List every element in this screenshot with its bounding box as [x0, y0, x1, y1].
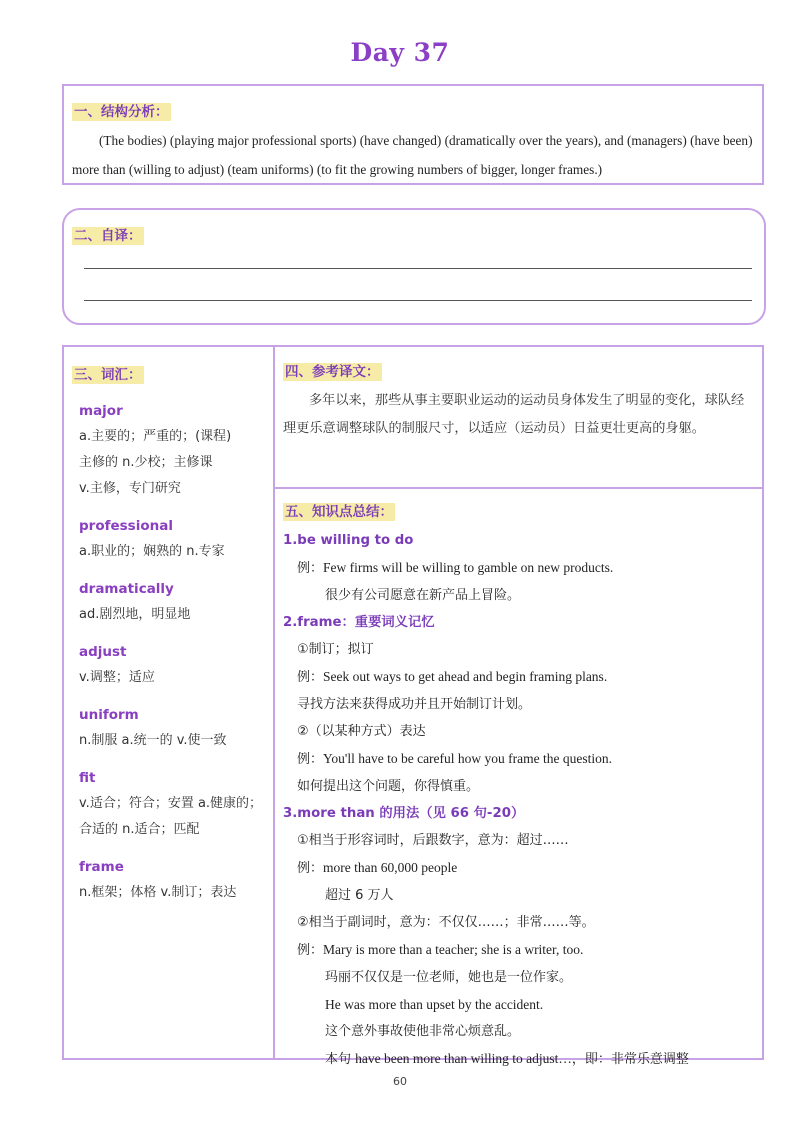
vocab-entry [79, 576, 269, 628]
meaning-line: ①相当于形容词时，后跟数字，意为：超过…… [297, 833, 569, 848]
summary-heading: 五、知识点总结： [285, 504, 393, 520]
writing-line [84, 300, 752, 301]
example-line: 例：more than 60,000 people [297, 860, 458, 876]
example-translation: 这个意外事故使他非常心烦意乱。 [325, 1024, 521, 1039]
point-title: 1.be willing to do [283, 533, 414, 548]
example-translation: 很少有公司愿意在新产品上冒险。 [325, 588, 521, 603]
vocab-entry [79, 398, 269, 502]
note-line: 本句 have been more than willing to adjust…，即：非常乐意调整 [325, 1051, 689, 1067]
vocab-heading: 三、词汇： [74, 367, 142, 383]
example-translation: 寻找方法来获得成功并且开始制订计划。 [297, 697, 532, 712]
definition-line: a.职业的；娴熟的 n.专家 [79, 544, 225, 559]
definition-line: n.框架；体格 v.制订；表达 [79, 885, 237, 900]
vocab-entry [79, 854, 269, 906]
vocab-entry [79, 639, 269, 691]
structure-text: (The bodies) (playing major professional sports) (have changed) (dramatically over the years), and (managers) (have been) more than (willing to adjust) (team uniforms) (to fit the growing numbers of bigger, longer frames.) [72, 133, 753, 177]
vocab-word: uniform [79, 707, 139, 723]
vocab-definition [79, 602, 269, 628]
example-translation: 玛丽不仅仅是一位老师，她也是一位作家。 [325, 970, 573, 985]
vocab-definition [79, 791, 269, 843]
structure-heading: 一、结构分析： [74, 104, 169, 120]
example-line: 例：Mary is more than a teacher; she is a writer, too. [297, 942, 584, 958]
self-translation-heading: 二、自译： [74, 228, 142, 244]
example-translation: 如何提出这个问题，你得慎重。 [297, 779, 480, 794]
example-line: 例：You'll have to be careful how you frame the question. [297, 751, 613, 767]
vocab-word: major [79, 403, 123, 419]
meaning-line: ①制订；拟订 [297, 642, 374, 657]
column-divider [273, 347, 275, 1058]
vocab-word: dramatically [79, 581, 174, 597]
point-title: 3.more than 的用法（见 66 句-20） [283, 806, 525, 821]
vocab-word: adjust [79, 644, 127, 660]
summary-body [283, 527, 759, 1073]
reference-translation-heading: 四、参考译文： [285, 364, 380, 380]
vocab-entry [79, 702, 269, 754]
vocab-definition [79, 424, 269, 502]
self-translation-box [62, 208, 766, 325]
definition-line: v.调整；适应 [79, 670, 155, 685]
definition-line: 合适的 n.适合；匹配 [79, 822, 200, 837]
vocab-entry [79, 513, 269, 565]
point-title: 2.frame：重要词义记忆 [283, 615, 435, 630]
content-grid [62, 345, 764, 1067]
vocab-word: frame [79, 859, 124, 875]
vocab-word: professional [79, 518, 173, 534]
meaning-line: ②（以某种方式）表达 [297, 724, 426, 739]
definition-line: n.制服 a.统一的 v.使一致 [79, 733, 227, 748]
example-line: 例：Seek out ways to get ahead and begin framing plans. [297, 669, 608, 685]
row-divider [275, 487, 762, 489]
definition-line: v.主修，专门研究 [79, 481, 181, 496]
vocab-list [79, 398, 269, 917]
vocab-word: fit [79, 770, 96, 786]
example-translation: 超过 6 万人 [325, 888, 394, 903]
definition-line: a.主要的；严重的；(课程) [79, 429, 232, 444]
page-title: Day 37 [350, 38, 450, 67]
reference-translation-text: 多年以来，那些从事主要职业运动的运动员身体发生了明显的变化，球队经理更乐意调整球队的制服尺寸，以适应（运动员）日益更壮更高的身躯。 [283, 393, 745, 436]
definition-line: ad.剧烈地，明显地 [79, 607, 191, 622]
vocab-entry [79, 765, 269, 843]
vocab-definition [79, 880, 269, 906]
vocab-definition [79, 728, 269, 754]
page-number: 60 [393, 1075, 407, 1088]
structure-analysis-box [62, 84, 764, 185]
meaning-line: ②相当于副词时，意为：不仅仅……；非常……等。 [297, 915, 595, 930]
writing-line [84, 268, 752, 269]
definition-line: 主修的 n.少校；主修课 [79, 455, 213, 470]
vocab-definition [79, 665, 269, 691]
example-line: 例：Few firms will be willing to gamble on new products. [297, 560, 614, 576]
example-sentence: He was more than upset by the accident. [325, 997, 544, 1012]
definition-line: v.适合；符合；安置 a.健康的； [79, 796, 263, 811]
vocab-definition [79, 539, 269, 565]
